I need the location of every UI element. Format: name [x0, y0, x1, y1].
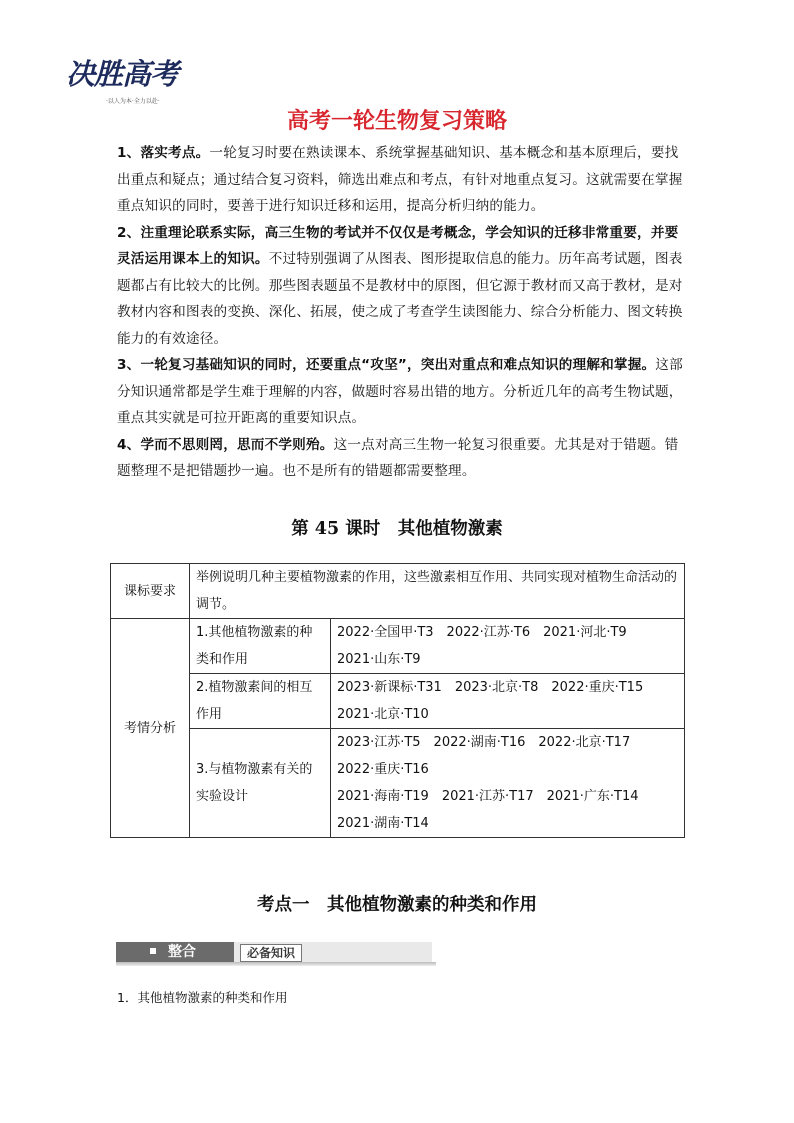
exam-line: 2023·江苏·T5 2022·湖南·T16 2022·北京·T17 — [337, 735, 631, 750]
table-row — [111, 729, 685, 838]
table-row — [111, 564, 685, 619]
exam-cell — [331, 674, 685, 729]
exam-line: 2022·全国甲·T3 2022·江苏·T6 2021·河北·T9 — [337, 625, 627, 640]
topic-cell: 3.与植物激素有关的实验设计 — [190, 729, 331, 838]
exam-line: 2021·山东·T9 — [337, 652, 421, 667]
lesson-title: 第 45 课时 其他植物激素 — [291, 519, 503, 539]
strategy-paragraph-1 — [117, 140, 689, 220]
exam-line: 2021·海南·T19 2021·江苏·T17 2021·广东·T14 — [337, 789, 639, 804]
table-row — [111, 674, 685, 729]
logo-subtext: ·以人为本·全力以赴· — [106, 98, 160, 105]
strategy-text-1: 一轮复习时要在熟读课本、系统掌握基础知识、基本概念和基本原理后，要找出重点和疑点；通过结合复习资料，筛选出难点和考点，有针对地重点复习。这就需要在掌握重点知识的同时，要善于进行知识迁移和运用，提高分析归纳的能力。 — [117, 145, 683, 214]
topic-cell: 2.植物激素间的相互作用 — [190, 674, 331, 729]
point-title: 考点一 其他植物激素的种类和作用 — [257, 895, 537, 915]
strategy-paragraph-4 — [117, 432, 689, 485]
strategy-body — [117, 140, 689, 485]
analysis-label: 考情分析 — [111, 619, 190, 838]
square-icon — [150, 948, 156, 954]
curriculum-table — [110, 563, 685, 838]
topic-cell: 1.其他植物激素的种类和作用 — [190, 619, 331, 674]
standard-text: 举例说明几种主要植物激素的作用，这些激素相互作用、共同实现对植物生命活动的调节。 — [190, 564, 685, 619]
exam-line: 2021·北京·T10 — [337, 707, 429, 722]
exam-line: 2023·新课标·T31 2023·北京·T8 2022·重庆·T15 — [337, 680, 644, 695]
standard-label: 课标要求 — [111, 564, 190, 619]
table-row — [111, 619, 685, 674]
strategy-text-4: 这一点对高三生物一轮复习很重要。尤其是对于错题。错题整理不是把错题抄一遍。也不是所有的错题都需要整理。 — [117, 436, 679, 479]
section-bar-right-label: 必备知识 — [240, 944, 302, 962]
strategy-lead-3: 3、一轮复习基础知识的同时，还要重点“攻坚”，突出对重点和难点知识的理解和掌握。 — [117, 357, 656, 373]
exam-line: 2022·重庆·T16 — [337, 762, 429, 777]
section-bar-underline — [116, 962, 436, 966]
section-bar-left — [116, 942, 234, 962]
exam-cell — [331, 619, 685, 674]
exam-cell — [331, 729, 685, 838]
exam-line: 2021·湖南·T14 — [337, 816, 429, 831]
strategy-paragraph-3 — [117, 352, 689, 432]
strategy-text-2: 不过特别强调了从图表、图形提取信息的能力。历年高考试题，图表题都占有比较大的比例。那些图表题虽不是教材中的原图，但它源于教材而又高于教材，是对教材内容和图表的变换、深化、拓展，使之成了考查学生读图能力、综合分析能力、图文转换能力的有效途径。 — [117, 251, 683, 347]
logo-text: 决胜高考 — [66, 57, 179, 91]
strategy-lead-1: 1、落实考点。 — [117, 145, 210, 161]
section-bar-right — [234, 942, 432, 962]
strategy-lead-4: 4、学而不思则罔，思而不学则殆。 — [117, 436, 334, 453]
strategy-paragraph-2 — [117, 220, 689, 353]
section-bar-left-label: 整合 — [168, 944, 196, 960]
strategy-lead-2: 2、注重理论联系实际，高三生物的考试并不仅仅是考概念，学会知识的迁移非常重要，并要灵活运用课本上的知识。 — [117, 224, 679, 267]
strategy-text-3: 这部分知识通常都是学生难于理解的内容，做题时容易出错的地方。分析近几年的高考生物试题，重点其实就是可拉开距离的重要知识点。 — [117, 357, 683, 426]
subheading: 1．其他植物激素的种类和作用 — [117, 990, 288, 1005]
section-bar — [116, 942, 436, 966]
strategy-title: 高考一轮生物复习策略 — [286, 109, 507, 134]
